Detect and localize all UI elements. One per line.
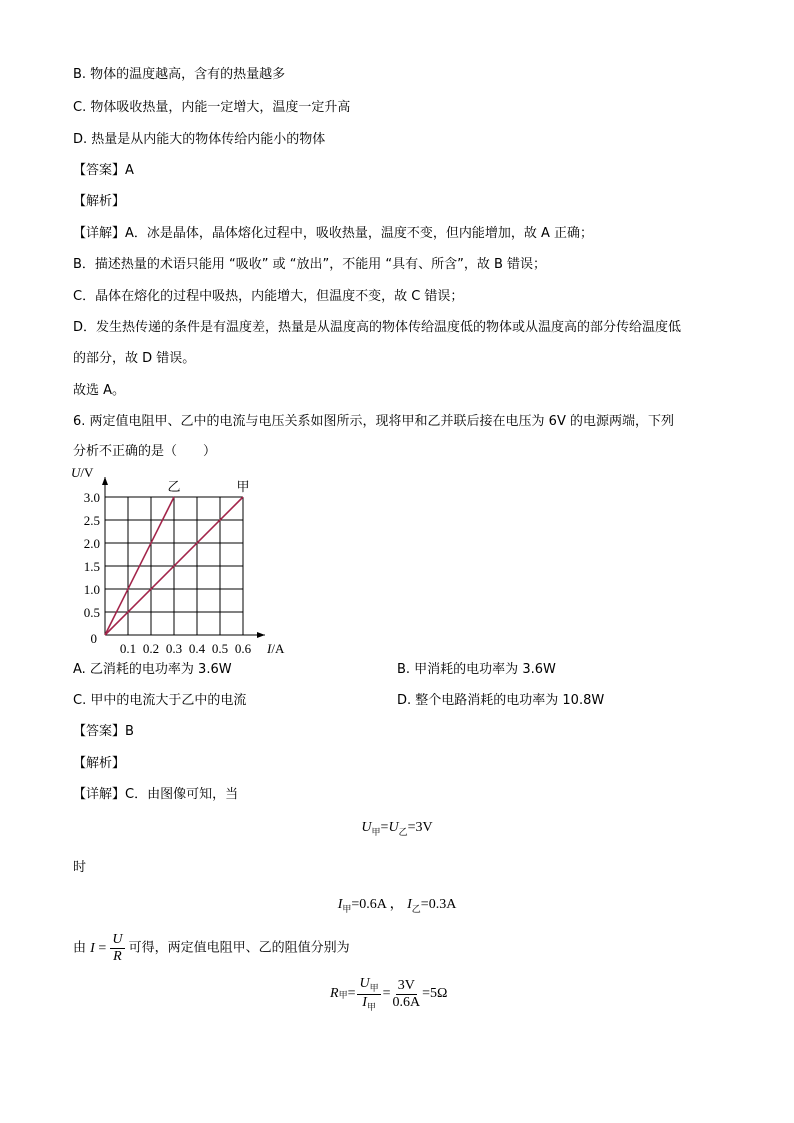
detail-line-2: B．描述热量的术语只能用 “吸收” 或 “放出”，不能用 “具有、所含”，故 B 错误； bbox=[73, 257, 547, 272]
option-a: A. 乙消耗的电功率为 3.6W bbox=[73, 662, 232, 677]
y-tick-label: 2.0 bbox=[83, 536, 100, 551]
y-axis-arrow bbox=[102, 477, 108, 485]
conclusion-line: 故选 A。 bbox=[73, 383, 126, 398]
origin-label: 0 bbox=[90, 631, 97, 646]
option-c-text: C. 物体吸收热量，内能一定增大，温度一定升高 bbox=[73, 100, 351, 115]
x-tick-label: 0.5 bbox=[211, 641, 229, 656]
option-d: D. 整个电路消耗的电功率为 10.8W bbox=[397, 693, 605, 708]
detail-line-4b: 的部分，故 D 错误。 bbox=[73, 351, 196, 366]
option-c: C. 甲中的电流大于乙中的电流 bbox=[73, 693, 247, 708]
option-b: B. 甲消耗的电功率为 3.6W bbox=[397, 662, 556, 677]
detail-line-3: C．晶体在熔化的过程中吸热，内能增大，但温度不变，故 C 错误； bbox=[73, 289, 464, 304]
y-tick-label: 0.5 bbox=[83, 605, 100, 620]
answer-label-2: 【答案】B bbox=[73, 724, 134, 739]
x-tick-label: 0.6 bbox=[234, 641, 252, 656]
ohm-law-line: 由 I = $\frac{U}{R}$ 可得，两定值电阻甲、乙的阻值分别为 bbox=[73, 932, 350, 964]
question-6-line-1: 6. 两定值电阻甲、乙中的电流与电压关系如图所示，现将甲和乙并联后接在电压为 6V 的电源两端，下列 bbox=[73, 414, 674, 429]
x-axis-label: I/A bbox=[267, 641, 285, 656]
x-tick-label: 0.3 bbox=[165, 641, 183, 656]
detail-line-4a: D．发生热传递的条件是有温度差，热量是从温度高的物体传给温度低的物体或从温度高的部分传给温度低 bbox=[73, 320, 682, 335]
detail-line-1: 【详解】A．冰是晶体，晶体熔化过程中，吸收热量，温度不变，但内能增加，故 A 正确； bbox=[73, 226, 594, 241]
y-tick-label: 1.5 bbox=[83, 559, 100, 574]
x-axis-arrow bbox=[257, 632, 265, 638]
analysis-label: 【解析】 bbox=[73, 194, 126, 209]
y-tick-label: 3.0 bbox=[83, 490, 100, 505]
option-b-text: B. 物体的温度越高，含有的热量越多 bbox=[73, 67, 286, 82]
option-d-text: D. 热量是从内能大的物体传给内能小的物体 bbox=[73, 132, 326, 147]
series-label: 甲 bbox=[236, 479, 250, 494]
x-tick-label: 0.1 bbox=[119, 641, 137, 656]
analysis-label-2: 【解析】 bbox=[73, 756, 126, 771]
series-label: 乙 bbox=[167, 479, 181, 494]
formula-current: $I_甲=0.6A$ ， $I_乙=0.3A$ bbox=[337, 897, 457, 914]
x-tick-label: 0.4 bbox=[188, 641, 206, 656]
detail-line-5: 【详解】C．由图像可知，当 bbox=[73, 787, 239, 802]
u-i-chart bbox=[65, 462, 295, 662]
formula-resistance: R 甲 = $U_甲$ $I_甲$ = $\frac{3V}{0.6A}$ =5Ω bbox=[330, 976, 448, 1012]
y-axis-label: U/V bbox=[71, 465, 94, 480]
y-tick-label: 2.5 bbox=[83, 513, 100, 528]
formula-voltage: $U_甲=U_乙=3V$ bbox=[361, 820, 433, 837]
answer-label: 【答案】A bbox=[73, 163, 134, 178]
x-tick-label: 0.2 bbox=[142, 641, 160, 656]
question-6-line-2: 分析不正确的是（ ） bbox=[73, 444, 217, 459]
y-tick-label: 1.0 bbox=[83, 582, 100, 597]
shi-text: 时 bbox=[73, 860, 87, 875]
